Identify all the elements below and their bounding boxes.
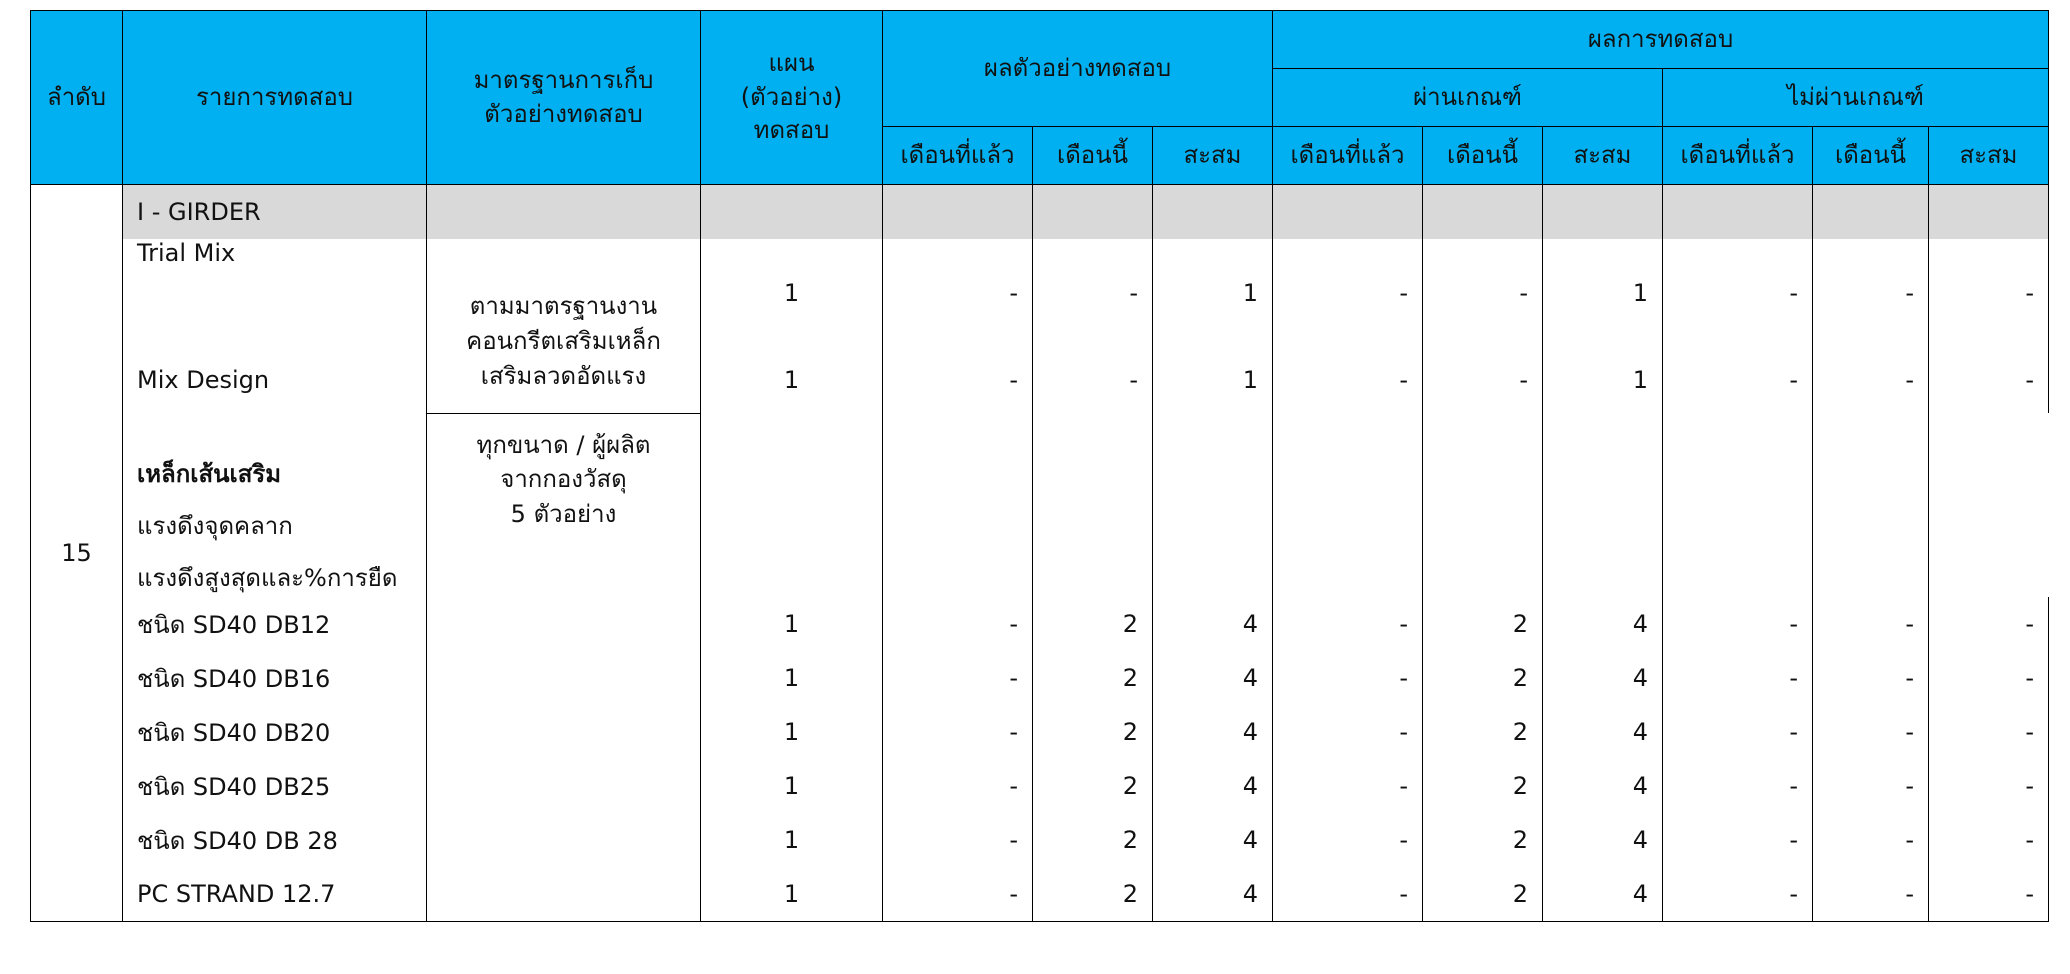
empty-cell: [1273, 413, 1423, 493]
item-name: Trial Mix: [123, 239, 427, 347]
section-cell: [883, 185, 1033, 240]
standard-line: ตามมาตรฐานงาน: [469, 292, 658, 320]
empty-cell: [1033, 413, 1153, 493]
table-row: [31, 759, 2049, 813]
plan-value: 1: [701, 239, 883, 347]
pass-last-month-value: -: [1273, 867, 1423, 921]
col-plan-header: [701, 11, 883, 185]
section-cell: [1423, 185, 1543, 240]
standard-line: จากกองวัสดุ: [500, 465, 627, 494]
standard-line: ทุกขนาด / ผู้ผลิต: [476, 430, 651, 459]
col-standard-header: [427, 11, 701, 185]
pass-this-month-value: 2: [1423, 813, 1543, 867]
samples-this-month-value: -: [1033, 239, 1153, 347]
pass-last-month-value: -: [1273, 759, 1423, 813]
pass-cumulative-value: 4: [1543, 813, 1663, 867]
samples-cumulative-value: 4: [1153, 759, 1273, 813]
item-label: แรงดึงจุดคลาก: [123, 493, 427, 545]
empty-cell: [701, 545, 883, 597]
pass-this-month-value: -: [1423, 239, 1543, 347]
empty-cell: [1543, 413, 1663, 493]
samples-this-month-value: 2: [1033, 867, 1153, 921]
samples-cumulative-value: 4: [1153, 705, 1273, 759]
fail-last-month-value: -: [1663, 651, 1813, 705]
table-row: [31, 493, 2049, 545]
pass-last-month-value: -: [1273, 239, 1423, 347]
fail-this-month-value: -: [1813, 651, 1929, 705]
table-row: [31, 347, 2049, 413]
section-cell: [1663, 185, 1813, 240]
pass-last-month-value: -: [1273, 651, 1423, 705]
section-cell: [1929, 185, 2049, 240]
table-row: [31, 705, 2049, 759]
samples-cumulative-value: 4: [1153, 867, 1273, 921]
fail-this-month-value: -: [1813, 597, 1929, 651]
table-row: [31, 239, 2049, 347]
samples-last-month-value: -: [883, 705, 1033, 759]
plan-value: 1: [701, 597, 883, 651]
standard-header-line1: มาตรฐานการเก็บ: [473, 65, 654, 94]
pass-last-month-value: -: [1273, 705, 1423, 759]
fail-cumulative-value: -: [1929, 239, 2049, 347]
samples-cumulative-value: 4: [1153, 597, 1273, 651]
item-name: PC STRAND 12.7: [123, 867, 427, 921]
samples-cumulative-value: 4: [1153, 651, 1273, 705]
pass-cumulative-value: 1: [1543, 239, 1663, 347]
section-cell: [1813, 185, 1929, 240]
samples-this-month-value: 2: [1033, 597, 1153, 651]
fail-this-month-value: -: [1813, 867, 1929, 921]
empty-cell: [1663, 545, 1813, 597]
section-cell: [427, 185, 701, 240]
samples-this-month-value: 2: [1033, 813, 1153, 867]
standard-line: 5 ตัวอย่าง: [510, 500, 617, 529]
fail-cumulative-value: -: [1929, 597, 2049, 651]
fail-last-month-value: -: [1663, 347, 1813, 413]
samples-cumulative-header: สะสม: [1153, 127, 1273, 185]
empty-cell: [1153, 545, 1273, 597]
empty-cell: [1813, 413, 1929, 493]
empty-cell: [1543, 493, 1663, 545]
pass-this-month-header: เดือนนี้: [1423, 127, 1543, 185]
fail-cumulative-value: -: [1929, 347, 2049, 413]
empty-cell: [883, 413, 1033, 493]
samples-group-header: ผลตัวอย่างทดสอบ: [883, 11, 1273, 127]
fail-cumulative-value: -: [1929, 651, 2049, 705]
item-label: แรงดึงสูงสุดและ%การยืด: [123, 545, 427, 597]
fail-cumulative-header: สะสม: [1929, 127, 2049, 185]
samples-this-month-header: เดือนนี้: [1033, 127, 1153, 185]
samples-last-month-value: -: [883, 867, 1033, 921]
table-row: [31, 545, 2049, 597]
empty-cell: [1543, 545, 1663, 597]
empty-cell: [1273, 493, 1423, 545]
samples-cumulative-value: 1: [1153, 347, 1273, 413]
plan-value: 1: [701, 867, 883, 921]
plan-value: 1: [701, 759, 883, 813]
plan-value: 1: [701, 347, 883, 413]
item-name: ชนิด SD40 DB12: [123, 597, 427, 651]
empty-cell: [1153, 413, 1273, 493]
item-name: ชนิด SD40 DB16: [123, 651, 427, 705]
pass-cumulative-value: 4: [1543, 759, 1663, 813]
fail-last-month-header: เดือนที่แล้ว: [1663, 127, 1813, 185]
empty-cell: [1423, 413, 1543, 493]
table-body: [31, 185, 2049, 922]
item-label: เหล็กเส้นเสริม: [123, 413, 427, 493]
pass-cumulative-value: 1: [1543, 347, 1663, 413]
fail-last-month-value: -: [1663, 705, 1813, 759]
fail-cumulative-value: -: [1929, 759, 2049, 813]
pass-this-month-value: 2: [1423, 867, 1543, 921]
empty-cell: [1033, 545, 1153, 597]
plan-header-line3: ทดสอบ: [753, 116, 830, 145]
empty-cell: [701, 493, 883, 545]
fail-last-month-value: -: [1663, 239, 1813, 347]
table-row: [31, 413, 2049, 493]
empty-cell: [1423, 545, 1543, 597]
empty-cell: [883, 545, 1033, 597]
samples-this-month-value: -: [1033, 347, 1153, 413]
standard-header-line2: ตัวอย่างทดสอบ: [484, 99, 643, 128]
samples-last-month-value: -: [883, 597, 1033, 651]
samples-last-month-value: -: [883, 347, 1033, 413]
plan-header-line2: (ตัวอย่าง): [740, 82, 843, 111]
item-name: ชนิด SD40 DB20: [123, 705, 427, 759]
pass-this-month-value: 2: [1423, 705, 1543, 759]
item-name: ชนิด SD40 DB25: [123, 759, 427, 813]
pass-this-month-value: 2: [1423, 597, 1543, 651]
empty-cell: [1813, 493, 1929, 545]
standard-line: เสริมลวดอัดแรง: [480, 361, 647, 390]
fail-this-month-value: -: [1813, 705, 1929, 759]
pass-cumulative-value: 4: [1543, 597, 1663, 651]
samples-last-month-value: -: [883, 651, 1033, 705]
col-seq-header: ลำดับ: [31, 11, 123, 185]
test-results-table: [30, 10, 2049, 922]
samples-this-month-value: 2: [1033, 651, 1153, 705]
fail-last-month-value: -: [1663, 813, 1813, 867]
col-item-header: รายการทดสอบ: [123, 11, 427, 185]
empty-cell: [1423, 493, 1543, 545]
fail-last-month-value: -: [1663, 597, 1813, 651]
empty-cell: [1663, 493, 1813, 545]
samples-cumulative-value: 1: [1153, 239, 1273, 347]
samples-cumulative-value: 4: [1153, 813, 1273, 867]
pass-last-month-header: เดือนที่แล้ว: [1273, 127, 1423, 185]
section-label: I - GIRDER: [123, 185, 427, 240]
empty-cell: [883, 493, 1033, 545]
section-cell: [1273, 185, 1423, 240]
empty-cell: [701, 413, 883, 493]
plan-value: 1: [701, 813, 883, 867]
pass-group-header: ผ่านเกณฑ์: [1273, 69, 1663, 127]
plan-header-line1: แผน: [768, 49, 815, 78]
samples-this-month-value: 2: [1033, 705, 1153, 759]
fail-this-month-value: -: [1813, 239, 1929, 347]
pass-last-month-value: -: [1273, 813, 1423, 867]
fail-cumulative-value: -: [1929, 867, 2049, 921]
fail-last-month-value: -: [1663, 759, 1813, 813]
standard-line: คอนกรีตเสริมเหล็ก: [466, 326, 661, 355]
fail-group-header: ไม่ผ่านเกณฑ์: [1663, 69, 2049, 127]
samples-last-month-value: -: [883, 813, 1033, 867]
pass-last-month-value: -: [1273, 347, 1423, 413]
pass-last-month-value: -: [1273, 597, 1423, 651]
results-group-header: ผลการทดสอบ: [1273, 11, 2049, 69]
seq-number: 15: [31, 185, 123, 922]
fail-this-month-header: เดือนนี้: [1813, 127, 1929, 185]
section-cell: [1153, 185, 1273, 240]
pass-cumulative-value: 4: [1543, 651, 1663, 705]
item-name: ชนิด SD40 DB 28: [123, 813, 427, 867]
empty-cell: [1273, 545, 1423, 597]
empty-cell: [1663, 413, 1813, 493]
samples-this-month-value: 2: [1033, 759, 1153, 813]
section-cell: [1033, 185, 1153, 240]
pass-this-month-value: -: [1423, 347, 1543, 413]
empty-cell: [1033, 493, 1153, 545]
samples-last-month-header: เดือนที่แล้ว: [883, 127, 1033, 185]
samples-last-month-value: -: [883, 239, 1033, 347]
pass-this-month-value: 2: [1423, 651, 1543, 705]
fail-cumulative-value: -: [1929, 813, 2049, 867]
item-name: Mix Design: [123, 347, 427, 413]
table-row: [31, 597, 2049, 651]
fail-this-month-value: -: [1813, 759, 1929, 813]
pass-this-month-value: 2: [1423, 759, 1543, 813]
table-row: [31, 867, 2049, 921]
sampling-standard: [427, 239, 701, 413]
fail-cumulative-value: -: [1929, 705, 2049, 759]
sampling-standard: [427, 413, 701, 921]
pass-cumulative-value: 4: [1543, 867, 1663, 921]
fail-this-month-value: -: [1813, 813, 1929, 867]
plan-value: 1: [701, 705, 883, 759]
fail-last-month-value: -: [1663, 867, 1813, 921]
pass-cumulative-header: สะสม: [1543, 127, 1663, 185]
fail-this-month-value: -: [1813, 347, 1929, 413]
plan-value: 1: [701, 651, 883, 705]
table-row: [31, 813, 2049, 867]
pass-cumulative-value: 4: [1543, 705, 1663, 759]
test-results-sheet: [30, 10, 2049, 922]
empty-cell: [1813, 545, 1929, 597]
table-row: [31, 651, 2049, 705]
section-cell: [701, 185, 883, 240]
section-cell: [1543, 185, 1663, 240]
empty-cell: [1153, 493, 1273, 545]
samples-last-month-value: -: [883, 759, 1033, 813]
